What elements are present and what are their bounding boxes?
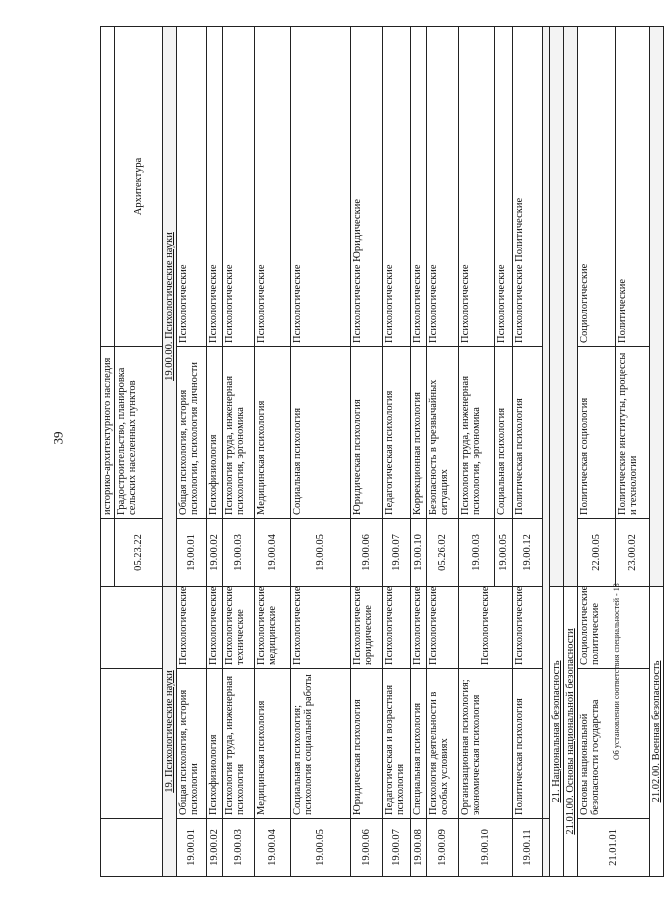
spacer-row [543,27,550,877]
old-code-cell: 19.00.07 [383,519,411,587]
section-21-02-header: 21.02.00. Военная безопасность [650,587,664,877]
old-area-cell: Психологические Юридические [351,27,383,347]
old-area-cell: Политические [616,27,650,347]
new-name-cell: Психофизиология [207,669,223,819]
new-area-cell: Психологические [291,587,351,669]
old-code-cell: 19.00.12 [513,519,543,587]
table-row [427,27,459,877]
old-code-cell [101,519,115,587]
section-21-01-header: 21.01.00. Основы национальной безопасности [564,587,578,877]
page-number: 39 [50,431,66,445]
section-21-empty [550,27,564,587]
spacer-cell [543,27,550,819]
section-21-01-empty [564,27,578,587]
old-area-cell: Психологические [255,27,291,347]
table-row [411,27,427,877]
old-area-cell: Психологические [459,27,495,347]
new-code-cell: 21.01.01 [578,819,650,877]
new-code-cell: 19.00.02 [207,819,223,877]
section-header-row [550,27,564,877]
new-code-cell: 19.00.04 [255,819,291,877]
old-area-cell: Психологические [207,27,223,347]
section-21-02-empty [650,27,664,587]
old-area-cell: Психологические [177,27,207,347]
old-area-cell: Психологические [411,27,427,347]
new-code-cell: 19.00.10 [459,819,513,877]
old-name-cell: Политические институты, процессы и технологии [616,347,650,519]
old-area-cell [101,27,115,347]
new-name-cell: Специальная психология [411,669,427,819]
new-area-cell: Психологические технические [223,587,255,669]
new-code-cell: 19.00.11 [513,819,543,877]
new-code-cell: 19.00.06 [351,819,383,877]
new-area-cell: Психологические [513,587,543,669]
old-name-cell: Социальная психология [495,347,513,519]
new-code-cell: 19.00.07 [383,819,411,877]
old-area-cell: Социологические [578,27,616,347]
old-name-cell: Юридическая психология [351,347,383,519]
new-name-cell: Психология деятельности в особых условиях [427,669,459,819]
table-row [351,27,383,877]
old-code-cell: 05.23.22 [115,519,163,587]
old-name-cell: историко-архитектурного наследия [101,347,115,519]
old-area-cell: Психологические [427,27,459,347]
table-row [255,27,291,877]
new-area-cell: Психологические юридические [351,587,383,669]
section-21-header: 21. Национальная безопасность [550,587,564,877]
new-code-cell: 19.00.05 [291,819,351,877]
old-name-cell: Безопасность в чрезвычайных ситуациях [427,347,459,519]
old-area-cell: Психологические [223,27,255,347]
old-area-cell: Архитектура [115,27,163,347]
new-name-cell: Политическая психология [513,669,543,819]
table-row [578,27,616,877]
new-code-cell: 19.00.08 [411,819,427,877]
new-name-cell: Общая психология, история психологии [177,669,207,819]
table-row [101,27,115,877]
new-area-cell: Психологические [207,587,223,669]
new-code-cell: 19.00.09 [427,819,459,877]
section-19-left-header: 19. Психологические науки [163,587,177,877]
section-header-row [564,27,578,877]
table-row [383,27,411,877]
new-name-cell: Медицинская психология [255,669,291,819]
old-name-cell: Психология труда, инженерная психология, эргономика [459,347,495,519]
old-code-cell: 19.00.03 [459,519,495,587]
new-name-cell: Психология труда, инженерная психология [223,669,255,819]
old-name-cell: Коррекционная психология [411,347,427,519]
old-code-cell: 19.00.06 [351,519,383,587]
new-name-cell [101,669,163,819]
new-area-cell: Психологические [459,587,513,669]
old-name-cell: Медицинская психология [255,347,291,519]
table-row [513,27,543,877]
old-code-cell: 19.00.02 [207,519,223,587]
old-code-cell: 19.00.05 [495,519,513,587]
old-code-cell: 19.00.04 [255,519,291,587]
new-area-cell [101,587,163,669]
old-code-cell: 19.00.10 [411,519,427,587]
new-area-cell: Психологические [427,587,459,669]
specialties-table [100,26,664,877]
section-19-right-header: 19.00.00. Психологические науки [163,27,177,587]
section-header-row [650,27,664,877]
page-footer: Об установлении соответствия специальностей - 13 [612,583,621,760]
new-area-cell: Социологические политические [578,587,650,669]
table-row [207,27,223,877]
old-area-cell: Психологические [383,27,411,347]
new-area-cell: Психологические медицинские [255,587,291,669]
old-code-cell: 19.00.05 [291,519,351,587]
old-code-cell: 19.00.03 [223,519,255,587]
old-code-cell: 05.26.02 [427,519,459,587]
spacer-cell [543,819,550,877]
new-code-cell [101,819,163,877]
old-name-cell: Психофизиология [207,347,223,519]
new-code-cell: 19.00.01 [177,819,207,877]
old-area-cell: Психологические [291,27,351,347]
old-name-cell: Педагогическая психология [383,347,411,519]
old-name-cell: Общая психология, история психологии, психология личности [177,347,207,519]
new-name-cell: Юридическая психология [351,669,383,819]
section-header-row [163,27,177,877]
new-name-cell: Социальная психология; психология социальной работы [291,669,351,819]
old-name-cell: Градостроительство, планировка сельских населенных пунктов [115,347,163,519]
new-area-cell: Психологические [411,587,427,669]
table-row [223,27,255,877]
new-area-cell: Психологические [177,587,207,669]
table-row [459,27,495,877]
old-area-cell: Психологические Политические [513,27,543,347]
old-name-cell: Социальная психология [291,347,351,519]
new-name-cell: Основы национальной безопасности государства [578,669,650,819]
old-name-cell: Политическая психология [513,347,543,519]
new-name-cell: Педагогическая и возрастная психология [383,669,411,819]
old-code-cell: 22.00.05 [578,519,616,587]
new-name-cell: Организационная психология; экономическая психология [459,669,513,819]
new-code-cell: 19.00.03 [223,819,255,877]
new-area-cell: Психологические [383,587,411,669]
old-name-cell: Психология труда, инженерная психология, эргономика [223,347,255,519]
table-row [291,27,351,877]
old-name-cell: Политическая социология [578,347,616,519]
old-area-cell: Психологические [495,27,513,347]
old-code-cell: 23.00.02 [616,519,650,587]
old-code-cell: 19.00.01 [177,519,207,587]
table-row [177,27,207,877]
